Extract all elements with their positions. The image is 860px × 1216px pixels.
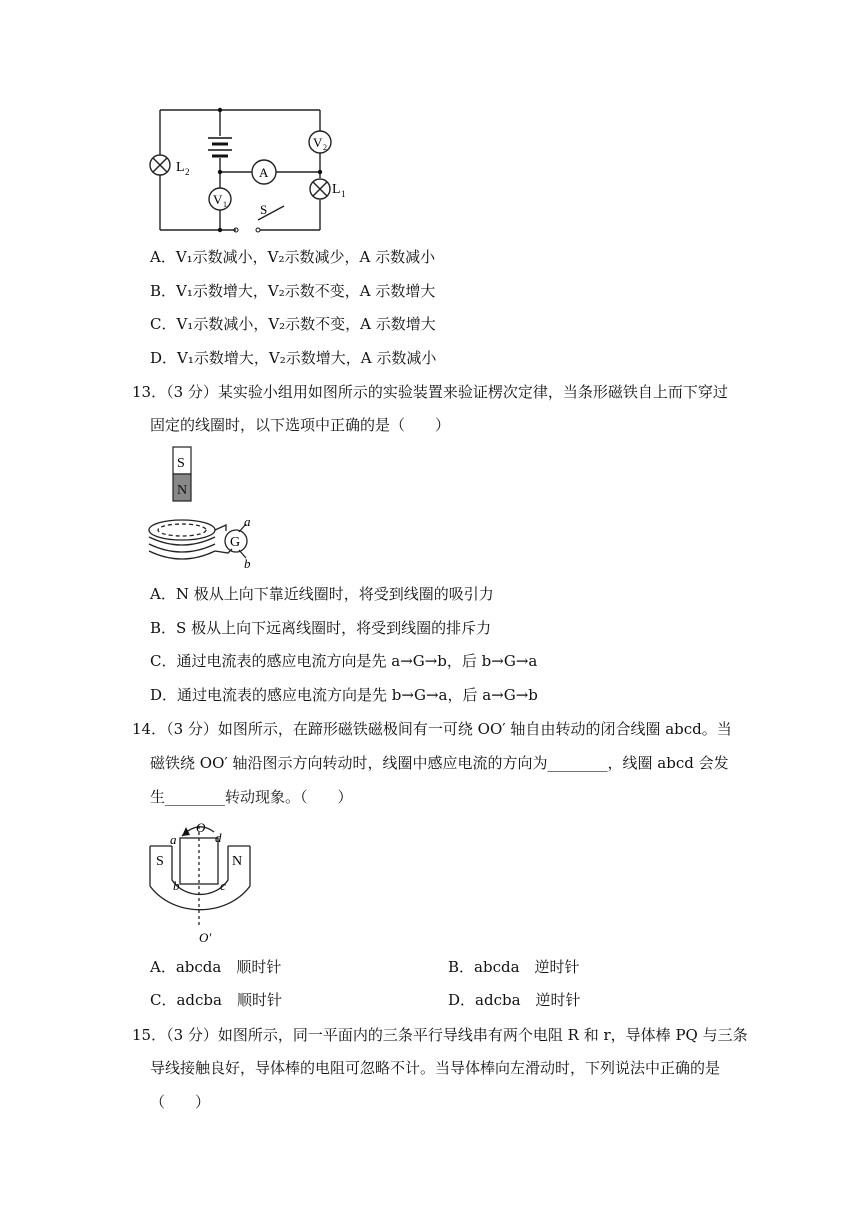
corner-a-label: a [170,832,177,847]
q14-stem-line1: 14．（3 分）如图所示，在蹄形磁铁磁极间有一可绕 OO′ 轴自由转动的闭合线圈 abcd。当 [132,720,732,738]
v2-sub: 2 [323,143,327,152]
ammeter-label: A [259,165,269,180]
switch-label: S [260,202,268,217]
terminal-b-label: b [244,556,251,571]
q13-stem-line1: 13．（3 分）某实验小组用如图所示的实验装置来验证楞次定律，当条形磁铁自上而下穿过 [132,383,728,401]
q14-option-a: A．abcda 顺时针 [150,958,282,976]
q14-horseshoe-magnet-figure [140,818,270,948]
q12-option-c: C．V₁示数减小，V₂示数不变，A 示数增大 [150,315,436,333]
l2-sub: 2 [185,167,190,177]
magnet-n-label: N [177,483,188,498]
q15-stem-line2: 导线接触良好，导体棒的电阻可忽略不计。当导体棒向左滑动时，下列说法中正确的是 [150,1059,721,1077]
l1-sub: 1 [341,189,346,199]
terminal-a-label: a [244,514,251,529]
pole-n-label: N [232,854,243,869]
q13-option-a: A．N 极从上向下靠近线圈时，将受到线圈的吸引力 [150,585,494,603]
q12-option-b: B．V₁示数增大，V₂示数不变，A 示数增大 [150,282,436,300]
v1-sub: 1 [223,200,227,209]
q14-option-b: B．abcda 逆时针 [448,958,580,976]
q14-stem-line2: 磁铁绕 OO′ 轴沿图示方向转动时，线圈中感应电流的方向为________，线圈 abcd 会发 [150,754,729,772]
galvanometer-label: G [230,535,241,550]
corner-b-label: b [173,878,180,893]
q12-circuit-diagram [140,100,360,240]
corner-d-label: d [215,830,222,845]
axis-o-prime-label: O′ [199,930,212,945]
axis-o-label: O [196,820,206,835]
v1-label: V [213,192,223,207]
q14-option-c: C．adcba 顺时针 [150,991,282,1009]
l1-label: L [332,182,341,197]
q13-option-c: C．通过电流表的感应电流方向是先 a→G→b，后 b→G→a [150,652,538,670]
q13-stem-line2: 固定的线圈时，以下选项中正确的是（ ） [150,416,451,434]
l2-label: L [176,160,185,175]
q12-option-d: D．V₁示数增大，V₂示数增大，A 示数减小 [150,349,437,367]
corner-c-label: c [220,878,226,893]
v2-label: V [313,135,323,150]
q14-option-d: D．adcba 逆时针 [448,991,581,1009]
q15-stem-line3: （ ） [150,1093,211,1111]
q13-option-b: B．S 极从上向下远离线圈时，将受到线圈的排斥力 [150,619,492,637]
q13-magnet-coil-figure [140,445,270,575]
q12-option-a: A．V₁示数减小，V₂示数减少，A 示数减小 [150,248,436,266]
magnet-s-label: S [177,456,185,471]
q13-option-d: D．通过电流表的感应电流方向是先 b→G→a，后 a→G→b [150,686,538,704]
q14-stem-line3: 生________转动现象。（ ） [150,788,353,806]
pole-s-label: S [156,854,164,869]
q15-stem-line1: 15．（3 分）如图所示，同一平面内的三条平行导线串有两个电阻 R 和 r，导体棒 PQ 与三条 [132,1026,748,1044]
